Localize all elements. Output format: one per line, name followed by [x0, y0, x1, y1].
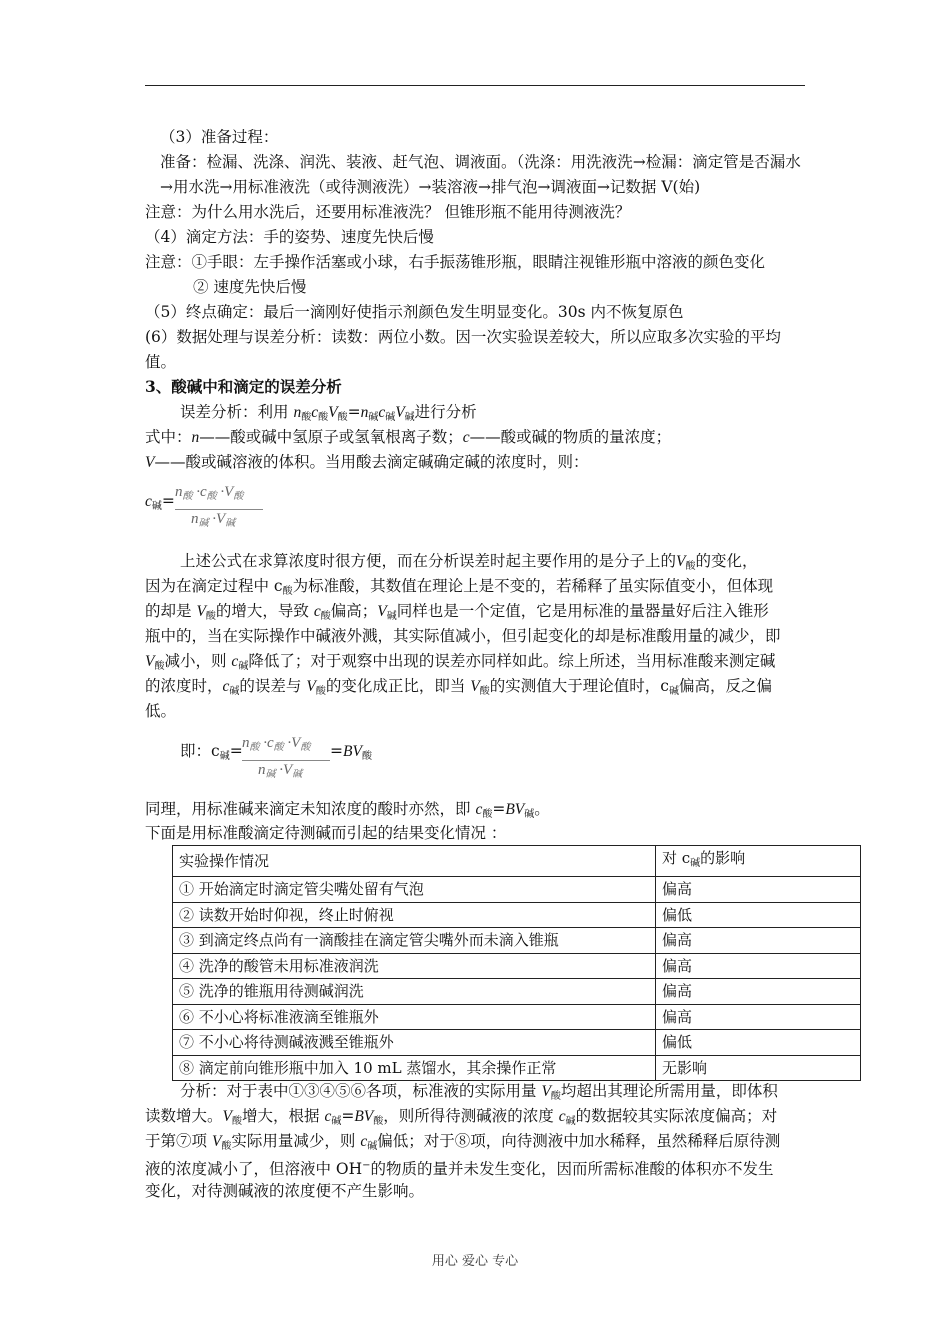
table-row	[173, 1004, 861, 1030]
table-row	[173, 1055, 861, 1081]
section4-note2: ② 速度先快后慢	[193, 278, 307, 296]
analysis-line4: 液的浓度减小了，但溶液中 OH−的物质的量并未发生变化，因而所需标准酸的体积亦不发生	[145, 1160, 774, 1179]
section5-text: （5）终点确定：最后一滴刚好使指示剂颜色发生明显变化。30s 内不恢复原色	[145, 303, 684, 321]
table-row	[173, 953, 861, 979]
part3-intro: 误差分析：利用 $n_酸c_酸V_酸=n_碱c_碱V_碱$进行分析	[180, 403, 477, 423]
page-footer: 用心 爱心 专心	[431, 1254, 519, 1269]
table-intro: 下面是用标准酸滴定待测碱而引起的结果变化情况 ：	[145, 824, 507, 842]
row-op: ② 读数开始时仰视，终止时俯视	[173, 902, 656, 928]
row-effect: 无影响	[656, 1055, 861, 1081]
table-header-effect: 对 $c_碱$的影响	[656, 846, 861, 877]
analysis-line1: 分析：对于表中①③④⑤⑥各项，标准液的实际用量 $V_酸$均超出其理论所需用量，即体积	[180, 1082, 778, 1102]
paragraph-line3: 的却是 $V_酸$的增大，导致 $c_酸$偏高；$V_碱$同样也是一个定值，它是用标准的量器量好后注入锥形	[145, 602, 769, 622]
row-effect: 偏低	[656, 902, 861, 928]
section6-line1: (6）数据处理与误差分析：读数：两位小数。因一次实验误差较大，所以应取多次实验的平均	[145, 328, 781, 346]
analysis-line2: 读数增大。$V_酸$增大，根据 $c_碱=BV_酸$，则所得待测碱液的浓度 $c_碱$的数据较其实际浓度偏高；对	[145, 1107, 778, 1127]
section4-heading: （4）滴定方法：手的姿势、速度先快后慢	[145, 228, 434, 246]
section3-prep-line2: →用水洗→用标准液洗（或待测液洗）→装溶液→排气泡→调液面→记数据 V(始)	[160, 178, 701, 196]
table-row	[173, 902, 861, 928]
section3-heading: （3）准备过程：	[160, 128, 279, 146]
part3-definition1: 式中：n——酸或碱中氢原子或氢氧根离子数；c——酸或碱的物质的量浓度；	[145, 428, 672, 446]
paragraph-line2: 因为在滴定过程中 $c_酸$为标准酸，其数值在理论上是不变的，若稀释了虽实际值变小，但体现	[145, 577, 774, 597]
table-row	[173, 877, 861, 903]
formula2-fraction: $n_酸 \cdot c_酸 \cdot V_酸$ $n_碱 \cdot V_碱$	[242, 735, 342, 785]
row-op: ⑤ 洗净的锥瓶用待测碱润洗	[173, 979, 656, 1005]
formula1-lhs: $c_碱=$	[145, 492, 175, 512]
row-op: ⑥ 不小心将标准液滴至锥瓶外	[173, 1004, 656, 1030]
analysis-line3: 于第⑦项 $V_酸$实际用量减少，则 $c_碱$偏低；对于⑧项，向待测液中加水稀释，虽然稀释后原待测	[145, 1132, 781, 1152]
row-op: ⑦ 不小心将待测碱液溅至锥瓶外	[173, 1030, 656, 1056]
table-header-row	[173, 846, 861, 877]
formula1-fraction: $n_酸 \cdot c_酸 \cdot V_酸$ $n_碱 \cdot V_碱$	[175, 484, 265, 534]
paragraph-line1: 上述公式在求算浓度时很方便，而在分析误差时起主要作用的是分子上的$V_酸$的变化，	[180, 552, 758, 572]
row-effect: 偏高	[656, 979, 861, 1005]
row-op: ⑧ 滴定前向锥形瓶中加入 10 mL 蒸馏水，其余操作正常	[173, 1055, 656, 1081]
row-effect: 偏高	[656, 928, 861, 954]
table-row	[173, 1030, 861, 1056]
row-op: ④ 洗净的酸管未用标准液润洗	[173, 953, 656, 979]
paragraph-line4: 瓶中的，当在实际操作中碱液外溅，其实际值减小，但引起变化的却是标准酸用量的减少，即	[145, 627, 781, 645]
row-effect: 偏低	[656, 1030, 861, 1056]
row-effect: 偏高	[656, 953, 861, 979]
section3-prep-line1: 准备：检漏、洗涤、润洗、装液、赶气泡、调液面。（洗涤：用洗液洗→检漏：滴定管是否漏水	[160, 153, 801, 171]
row-effect: 偏高	[656, 877, 861, 903]
part3-heading: 3、酸碱中和滴定的误差分析	[145, 377, 342, 396]
part3-definition2: V——酸或碱溶液的体积。当用酸去滴定碱确定碱的浓度时，则：	[145, 453, 589, 471]
error-table	[172, 845, 861, 1081]
section4-note1: 注意：①手眼：左手操作活塞或小球，右手振荡锥形瓶，眼睛注视锥形瓶中溶液的颜色变化	[145, 253, 766, 271]
row-op: ① 开始滴定时滴定管尖嘴处留有气泡	[173, 877, 656, 903]
table-header-op: 实验操作情况	[173, 846, 656, 877]
header-rule	[145, 85, 805, 86]
table-row	[173, 928, 861, 954]
same-for-acid-line: 同理，用标准碱来滴定未知浓度的酸时亦然，即 $c_酸=BV_碱$。	[145, 800, 550, 820]
analysis-line5: 变化，对待测碱液的浓度便不产生影响。	[145, 1182, 425, 1200]
section6-line2: 值。	[145, 353, 177, 371]
paragraph-line6: 的浓度时，$c_碱$的误差与 $V_酸$的变化成正比，即当 $V_酸$的实测值大于理论值时，$c_碱$偏高，反之偏	[145, 677, 772, 697]
paragraph-line5: $V_酸$减小，则 $c_碱$降低了；对于观察中出现的误差亦同样如此。综上所述，当用标准酸来测定碱	[145, 652, 776, 672]
row-effect: 偏高	[656, 1004, 861, 1030]
paragraph-line7: 低。	[145, 702, 177, 720]
formula2-rhs: $=BV_酸$	[330, 742, 372, 762]
row-op: ③ 到滴定终点尚有一滴酸挂在滴定管尖嘴外而未滴入锥瓶	[173, 928, 656, 954]
section3-note: 注意：为什么用水洗后，还要用标准液洗？ 但锥形瓶不能用待测液洗？	[145, 203, 631, 221]
formula2-lhs: 即：$c_碱=$	[180, 742, 243, 762]
table-row	[173, 979, 861, 1005]
